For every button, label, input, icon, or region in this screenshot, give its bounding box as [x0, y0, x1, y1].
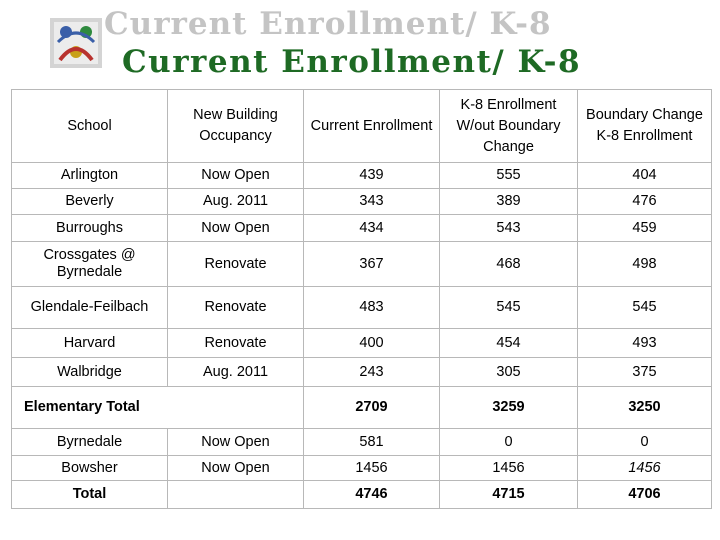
table-cell: Bowsher	[12, 456, 168, 481]
table-cell: 2709	[304, 387, 440, 429]
table-cell: Aug. 2011	[168, 189, 304, 215]
table-cell: Byrnedale	[12, 429, 168, 456]
table-cell: 4746	[304, 481, 440, 509]
table-row	[12, 329, 712, 358]
table-cell: Renovate	[168, 329, 304, 358]
table-cell: 4715	[440, 481, 578, 509]
table-cell: 498	[578, 242, 712, 287]
table-cell: Glendale-Feilbach	[12, 287, 168, 329]
header-cell: School	[12, 90, 168, 163]
table-cell: 483	[304, 287, 440, 329]
table-cell: 545	[578, 287, 712, 329]
table-cell: Renovate	[168, 242, 304, 287]
table-cell: 243	[304, 358, 440, 387]
elementary-total-row	[12, 387, 712, 429]
table-cell: 543	[440, 215, 578, 242]
table-cell: 4706	[578, 481, 712, 509]
table-cell: Walbridge	[12, 358, 168, 387]
table-cell: Arlington	[12, 163, 168, 189]
table-header-row	[12, 90, 712, 163]
total-label: Total	[12, 481, 168, 509]
table-cell: 555	[440, 163, 578, 189]
table-cell: 1456	[578, 456, 712, 481]
table-cell: 404	[578, 163, 712, 189]
table-row	[12, 163, 712, 189]
table-cell: 305	[440, 358, 578, 387]
table-cell: 389	[440, 189, 578, 215]
school-logo-icon	[50, 18, 102, 68]
table-cell: 0	[440, 429, 578, 456]
table-cell: 545	[440, 287, 578, 329]
table-row	[12, 189, 712, 215]
table-cell: 0	[578, 429, 712, 456]
table-row	[12, 215, 712, 242]
table-cell: 581	[304, 429, 440, 456]
table-cell: Now Open	[168, 429, 304, 456]
table-cell: 343	[304, 189, 440, 215]
table-cell: Aug. 2011	[168, 358, 304, 387]
header-cell: Boundary Change K-8 Enrollment	[578, 90, 712, 163]
table-cell: Renovate	[168, 287, 304, 329]
elementary-total-label: Elementary Total	[12, 387, 304, 429]
table-cell: 454	[440, 329, 578, 358]
table-cell: 367	[304, 242, 440, 287]
table-row	[12, 242, 712, 287]
header-cell: K-8 Enrollment W/out Boundary Change	[440, 90, 578, 163]
table-cell: Crossgates @ Byrnedale	[12, 242, 168, 287]
table-row	[12, 456, 712, 481]
table-row	[12, 358, 712, 387]
table-cell: 459	[578, 215, 712, 242]
total-row	[12, 481, 712, 509]
table-cell: 493	[578, 329, 712, 358]
table-cell: 439	[304, 163, 440, 189]
table-cell: 3250	[578, 387, 712, 429]
header-cell: Current Enrollment	[304, 90, 440, 163]
table-cell: 375	[578, 358, 712, 387]
enrollment-table	[11, 89, 712, 509]
table-cell: Beverly	[12, 189, 168, 215]
table-cell: 468	[440, 242, 578, 287]
table-cell: Now Open	[168, 163, 304, 189]
page-title: Current Enrollment/ K-8	[122, 44, 582, 80]
table-row	[12, 287, 712, 329]
table-cell: 476	[578, 189, 712, 215]
table-cell: 1456	[304, 456, 440, 481]
table-cell: Now Open	[168, 215, 304, 242]
table-cell: Now Open	[168, 456, 304, 481]
table-cell: 1456	[440, 456, 578, 481]
table-cell: Harvard	[12, 329, 168, 358]
page-title-shadow: Current Enrollment/ K-8	[104, 6, 552, 42]
table-row	[12, 429, 712, 456]
table-cell: 400	[304, 329, 440, 358]
table-cell: 3259	[440, 387, 578, 429]
table-cell	[168, 481, 304, 509]
table-cell: 434	[304, 215, 440, 242]
header-cell: New Building Occupancy	[168, 90, 304, 163]
table-cell: Burroughs	[12, 215, 168, 242]
